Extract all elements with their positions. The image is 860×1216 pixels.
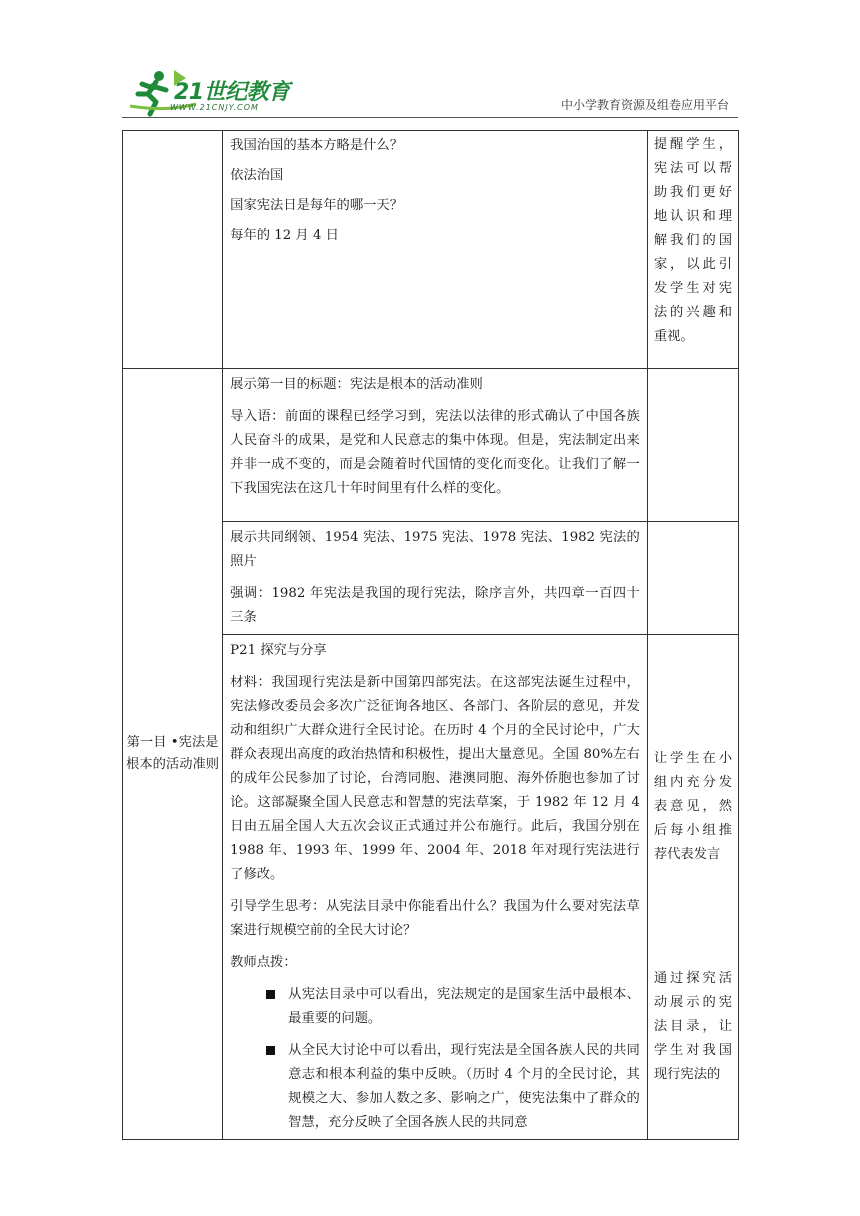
header-divider [122,117,738,118]
content-cell [223,369,648,522]
section-title-cell [123,369,223,1140]
answer-line: 每年的 12 月 4 日 [230,228,339,243]
teacher-guidance-label: 教师点拨： [230,955,297,970]
section-cell-empty [123,131,223,369]
question-line: 国家宪法日是每年的哪一天？ [230,198,404,213]
platform-name: 中小学教育资源及组卷应用平台 [560,98,729,112]
section-title: 第一目 •宪法是根本的活动准则 [126,735,220,772]
answer-line: 依法治国 [230,168,284,183]
content-cell [223,522,648,635]
list-item: 从全民大讨论中可以看出，现行宪法是全国各族人民的共同意志和根本利益的集中反映。（历时 4 个月的全民讨论，其规模之大、参加人数之多、影响之广，使宪法集中了群众的智慧，充分反映了全国各族人民的共同意 [266,1039,640,1135]
list-item: 从宪法目录中可以看出，宪法规定的是国家生活中最根本、最重要的问题。 [266,983,640,1031]
intro-paragraph: 导入语：前面的课程已经学习到，宪法以法律的形式确认了中国各族人民奋斗的成果，是党和人民意志的集中体现。但是，宪法制定出来并非一成不变的，而是会随着时代国情的变化而变化。让我们了解一下我国宪法在这几十年时间里有什么样的变化。 [230,409,640,496]
photos-line: 展示共同纲领、1954 宪法、1975 宪法、1978 宪法、1982 宪法的照片 [230,530,640,569]
note-cell [647,635,738,1140]
question-line: 我国治国的基本方略是什么？ [230,138,404,153]
page-header [0,0,860,130]
guide-question: 引导学生思考：从宪法目录中你能看出什么？我国为什么要对宪法草案进行规模空前的全民大讨论？ [230,899,640,938]
note-cell-empty [647,522,738,635]
table-row [123,131,739,369]
guidance-list [230,983,640,1135]
display-title-line: 展示第一目的标题：宪法是根本的活动准则 [230,377,483,392]
emphasis-line: 强调：1982 年宪法是我国的现行宪法，除序言外，共四章一百四十三条 [230,586,640,625]
content-cell [223,131,648,369]
design-note: 通过探究活动展示的宪法目录，让学生对我国现行宪法的 [653,971,732,1082]
note-cell-empty [647,369,738,522]
design-note: 让学生在小组内充分发表意见，然后每小组推荐代表发言 [653,751,732,862]
logo-text: 21世纪教育 [174,80,290,105]
material-paragraph: 材料：我国现行宪法是新中国第四部宪法。在这部宪法诞生过程中，宪法修改委员会多次广泛征询各地区、各部门、各阶层的意见，并发动和组织广大群众进行全民讨论。在历时 4 个月的全民讨论中，广大群众表现出高度的政治热情和积极性，提出大量意见。全国 80%左右的成年公民参加了讨论，台湾同胞、港澳同胞、海外侨胞也参加了讨论。这部凝聚全国人民意志和智慧的宪法草案，于 1982 年 12 月 4 日由五届全国人大五次会议正式通过并公布施行。此后，我国分别在 1988 年、1993 年、1999 年、2004 年、2018 年对现行宪法进行了修改。 [230,675,640,882]
activity-heading: P21 探究与分享 [230,643,327,658]
logo-url: WWW.21CNJY.COM [170,103,259,112]
table-row [123,369,739,522]
lesson-table [122,130,739,1140]
content-cell [223,635,648,1140]
design-note: 提醒学生，宪法可以帮助我们更好地认识和理解我们的国家，以此引发学生对宪法的兴趣和重视。 [653,137,732,344]
note-cell [647,131,738,369]
